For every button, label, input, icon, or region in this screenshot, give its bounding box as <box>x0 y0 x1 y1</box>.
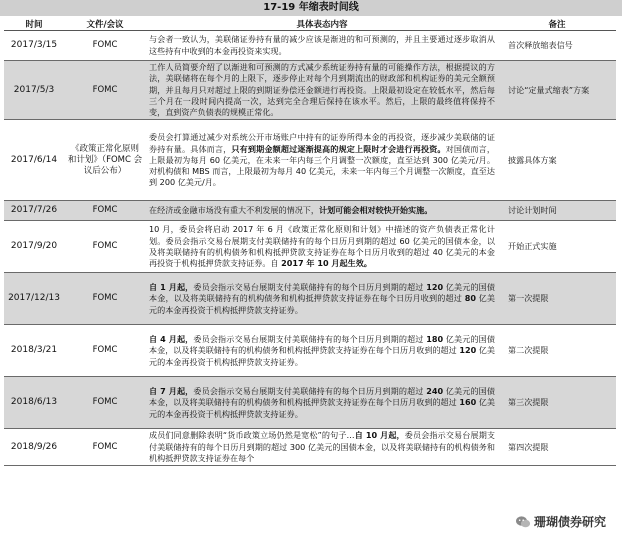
content-text: 委员会指示交易台展期支付美联储持有的每个日历月到期的超过 300 亿美元的国债本金，以及将美联储持有的机构债务和机构抵押贷款支持证券在每个 <box>149 430 495 464</box>
content-bold-text: 2017 年 10 月起生效。 <box>281 258 372 269</box>
content-text: 对国债而言，上限最初为每月 60 亿美元，在未来一年内每三个月调整一次额度，直至达到 300 亿美元/月。对机构债和 MBS 而言，上限最初为每月 40 亿美元，未来一年内每三个月调整一次额度，直至达到 200 亿美元/月。 <box>149 143 495 188</box>
content-bold-text: 自 1 月起， <box>149 282 194 293</box>
row-note: 第二次提限 <box>498 325 616 377</box>
row-document: FOMC <box>64 325 146 377</box>
row-date: 2018/9/26 <box>4 429 64 466</box>
row-document: FOMC <box>64 31 146 61</box>
content-text: 委员会打算通过减少对系统公开市场账户中持有的证券所得本金的再投资，逐步减少美联储的证券持有量。具体而言， <box>149 132 495 154</box>
table-row <box>4 221 616 273</box>
row-date: 2017/6/14 <box>4 120 64 201</box>
row-document: 《政策正常化原则和计划》（FOMC 会议后公布） <box>64 120 146 201</box>
row-document: FOMC <box>64 221 146 273</box>
row-date: 2017/7/26 <box>4 201 64 221</box>
header-content: 具体表态内容 <box>146 17 498 31</box>
row-date: 2018/3/21 <box>4 325 64 377</box>
timeline-table <box>4 17 616 466</box>
table-row <box>4 429 616 466</box>
row-content <box>146 61 498 120</box>
row-note: 第一次提限 <box>498 273 616 325</box>
content-text: 亿美元的本金再投资于机构抵押贷款支持证券。 <box>149 293 495 315</box>
header-row <box>4 17 616 31</box>
row-content <box>146 201 498 221</box>
row-content <box>146 221 498 273</box>
row-date: 2017/3/15 <box>4 31 64 61</box>
content-text: 工作人员简要介绍了以渐进和可预测的方式减少系统证券持有量的可能操作方法，根据提议的方法，美联储将在每个月的上限下，逐步停止对每个月到期流出的财政部和机构证券的美元全额预期，并且每月只对超过上限的到期证券偿还金额进行再投资。上限最初设定在较低水平，然后每三个月在一段时间内提高一次，达到完全合理后保持在该水平。然后，上限的最终值将保持不变，直到资产负债表的规模正常化。 <box>149 62 495 118</box>
table-row <box>4 61 616 120</box>
content-text: 亿美元的国债本金，以及将美联储持有的机构债务和机构抵押贷款支持证券在每个日历月收到的超过 <box>149 282 495 304</box>
row-note: 第三次提限 <box>498 377 616 429</box>
content-bold-text: 160 <box>459 397 477 408</box>
content-text: 在经济或金融市场没有重大不利发展的情况下， <box>149 205 319 216</box>
content-bold-text: 只有到期金额超过逐渐提高的规定上限时才会进行再投资。 <box>231 143 446 154</box>
content-text: 委员会指示交易台展期支付美联储持有的每个日历月到期的超过 <box>193 386 427 397</box>
content-text: 成员们同意删除表明“货币政策立场仍然是宽松”的句子… <box>149 430 355 441</box>
row-document: FOMC <box>64 273 146 325</box>
content-text: 亿美元的本金再投资于机构抵押贷款支持证券。 <box>149 397 496 419</box>
table-row <box>4 273 616 325</box>
table-row <box>4 377 616 429</box>
row-document: FOMC <box>64 61 146 120</box>
content-text: 委员会指示交易台展期支付美联储持有的每个日历月到期的超过 <box>193 282 427 293</box>
row-content <box>146 273 498 325</box>
content-bold-text: 80 <box>464 293 476 304</box>
row-content <box>146 429 498 466</box>
content-bold-text: 自 4 月起， <box>149 334 194 345</box>
row-document: FOMC <box>64 429 146 466</box>
row-date: 2017/12/13 <box>4 273 64 325</box>
content-text: 10 月，委员会将启动 2017 年 6 月《政策正常化原则和计划》中描述的资产负债表正常化计划。委员会指示交易台展期支付美联储持有的每个日历月到期的超过 60 亿美元的国债本金，以及将美联储持有的机构债务和机构抵押贷款支持证券在每个日历月收到的超过 40 亿美元的本金再投资于机构抵押贷款支持证券。自 <box>149 224 495 269</box>
content-bold-text: 240 <box>426 386 444 397</box>
content-text: 委员会指示交易台展期支付美联储持有的每个日历月到期的超过 <box>193 334 427 345</box>
row-note: 讨论计划时间 <box>498 201 616 221</box>
content-bold-text: 120 <box>459 345 477 356</box>
content-bold-text: 自 7 月起， <box>149 386 194 397</box>
content-text: 亿美元的国债本金，以及将美联储持有的机构债务和机构抵押贷款支持证券在每个日历月收到的超过 <box>149 334 495 356</box>
content-bold-text: 自 10 月起， <box>354 430 405 441</box>
row-note: 第四次提限 <box>498 429 616 466</box>
row-document: FOMC <box>64 201 146 221</box>
table-row <box>4 120 616 201</box>
row-date: 2017/9/20 <box>4 221 64 273</box>
row-content <box>146 31 498 61</box>
row-document: FOMC <box>64 377 146 429</box>
content-bold-text: 计划可能会相对较快开始实施。 <box>318 205 433 216</box>
content-text: 与会者一致认为，美联储证券持有量的减少应该是渐进的和可预测的，并且主要通过逐步取消从这些持有中收到的本金再投资来实现。 <box>149 34 495 56</box>
header-doc: 文件/会议 <box>64 17 146 31</box>
watermark <box>511 512 610 531</box>
row-content <box>146 120 498 201</box>
header-time: 时间 <box>4 17 64 31</box>
table-title: 17-19 年缩表时间线 <box>0 0 622 16</box>
content-bold-text: 120 <box>426 282 444 293</box>
row-content <box>146 377 498 429</box>
watermark-text: 珊瑚债券研究 <box>533 515 606 529</box>
table-row <box>4 31 616 61</box>
wechat-icon <box>515 514 531 530</box>
row-date: 2018/6/13 <box>4 377 64 429</box>
content-bold-text: 180 <box>426 334 444 345</box>
row-content <box>146 325 498 377</box>
row-note: 开始正式实施 <box>498 221 616 273</box>
row-date: 2017/5/3 <box>4 61 64 120</box>
row-note: 披露具体方案 <box>498 120 616 201</box>
row-note: 讨论“定量式缩表”方案 <box>498 61 616 120</box>
header-note: 备注 <box>498 17 616 31</box>
row-note: 首次释放缩表信号 <box>498 31 616 61</box>
table-row <box>4 325 616 377</box>
table-row <box>4 201 616 221</box>
content-text: 亿美元的国债本金，以及将美联储持有的机构债务和机构抵押贷款支持证券在每个日历月收到的超过 <box>149 386 495 408</box>
content-text: 亿美元的本金再投资于机构抵押贷款支持证券。 <box>149 345 496 367</box>
table-body <box>4 31 616 466</box>
